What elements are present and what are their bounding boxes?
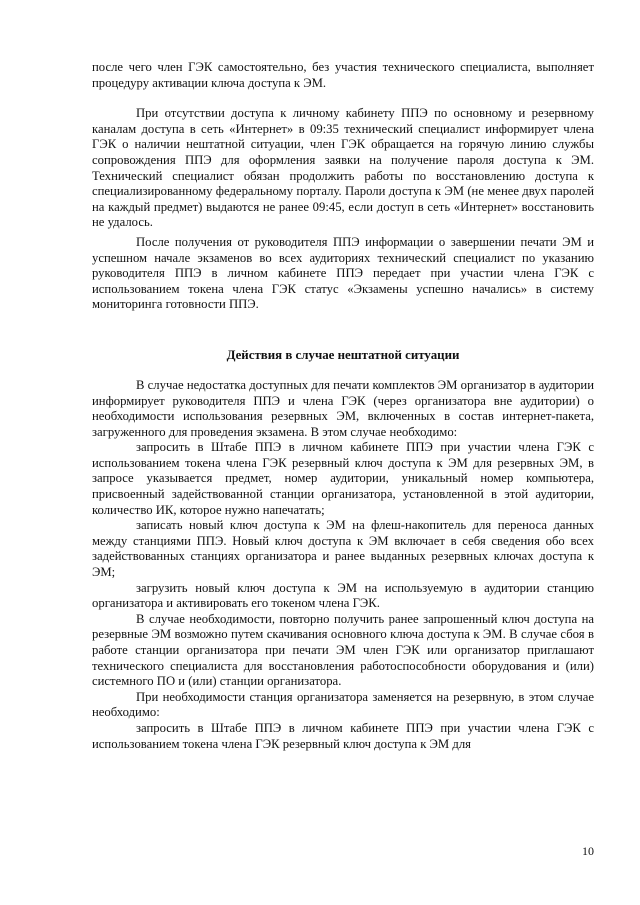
paragraph-no-access: При отсутствии доступа к личному кабинету ППЭ по основному и резервному каналам доступа в сеть «Интернет» в 09:35 технический специалист информирует члена ГЭК о наличии нештатной ситуации, член ГЭК обращается на горячую линию службы сопровождения ППЭ для оформления заявки на получение пароля доступа к ЭМ. Технический специалист обязан продолжить работы по восстановлению доступа к специализированному федеральному порталу. Пароли доступа к ЭМ (не менее двух паролей на каждый предмет) выдаются не ранее 09:45, если доступ в сеть «Интернет» восстановить не удалось. — [92, 106, 594, 230]
paragraph-exam-started: После получения от руководителя ППЭ информации о завершении печати ЭМ и успешном начале экзаменов во всех аудиториях технический специалист по указанию руководителя ППЭ в личном кабинете ППЭ передает при участии члена ГЭК с использованием токена члена ГЭК статус «Экзамены успешно начались» в систему мониторинга готовности ППЭ. — [92, 234, 594, 312]
paragraph-replace-station: При необходимости станция организатора заменяется на резервную, в этом случае необходимо: — [92, 689, 594, 720]
paragraph-shortage: В случае недостатка доступных для печати комплектов ЭМ организатор в аудитории информирует руководителя ППЭ и члена ГЭК (через организатора вне аудитории) о необходимости использования резервных ЭМ, включенных в состав интернет-пакета, загруженного для проведения экзамена. В этом случае необходимо: — [92, 377, 594, 439]
page-number: 10 — [582, 844, 594, 858]
list-item-request-reserve-key: запросить в Штабе ППЭ в личном кабинете ППЭ при участии члена ГЭК с использованием токена члена ГЭК резервный ключ доступа к ЭМ для — [92, 720, 594, 751]
section-heading: Действия в случае нештатной ситуации — [226, 347, 460, 362]
list-item-load-key: загрузить новый ключ доступа к ЭМ на используемую в аудитории станцию организатора и активировать его токеном члена ГЭК. — [92, 580, 594, 611]
list-item-save-key: записать новый ключ доступа к ЭМ на флеш-накопитель для переноса данных между станциями ППЭ. Новый ключ доступа к ЭМ включает в себя сведения обо всех задействованных станциях организатора и ранее выданных резервных ключах доступа к ЭМ; — [92, 518, 594, 580]
paragraph-repeat-key: В случае необходимости, повторно получить ранее запрошенный ключ доступа на резервные ЭМ возможно путем скачивания основного ключа доступа к ЭМ. В случае сбоя в работе станции организатора при печати ЭМ член ГЭК или организатор приглашают технического специалиста для восстановления работоспособности оборудования и (или) системного ПО и (или) станции организатора. — [92, 611, 594, 689]
list-item-request-key: запросить в Штабе ППЭ в личном кабинете ППЭ при участии члена ГЭК с использованием токена члена ГЭК резервный ключ доступа к ЭМ для резервных ЭМ, в запросе указывается предмет, номер аудитории, уникальный номер компьютера, присвоенный задействованной станции организатора, установленной в этой аудитории, количество ИК, которое нужно напечатать; — [92, 440, 594, 517]
paragraph-activation: после чего член ГЭК самостоятельно, без участия технического специалиста, выполняет процедуру активации ключа доступа к ЭМ. — [92, 60, 594, 90]
